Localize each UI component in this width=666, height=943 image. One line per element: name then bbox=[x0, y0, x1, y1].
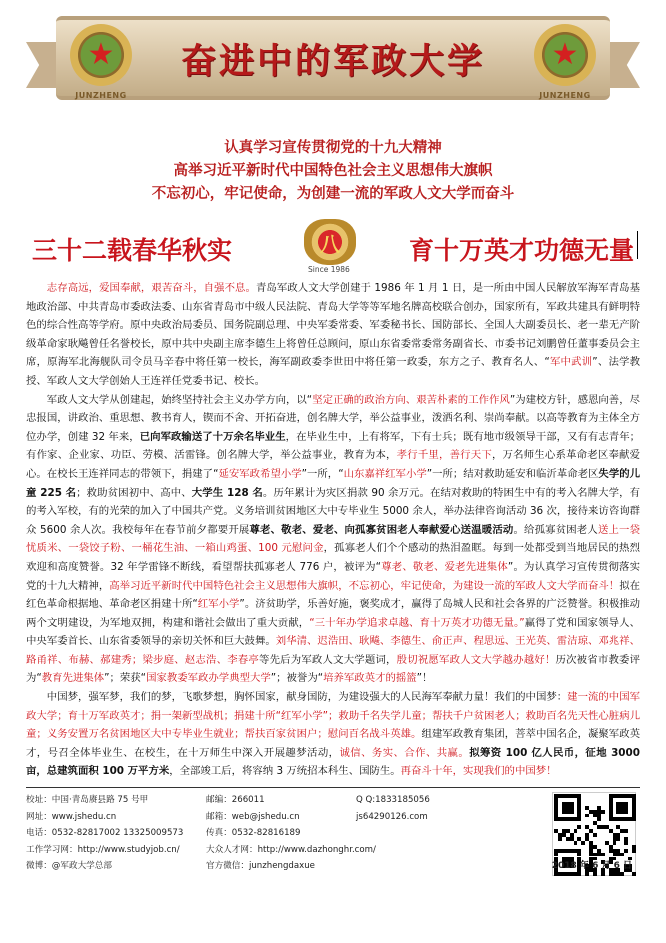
text-run: 拟在红色革命根据地、革命老区捐建十所“ bbox=[26, 579, 641, 611]
star-icon: ★ bbox=[551, 37, 579, 72]
qr-module bbox=[574, 841, 578, 845]
footer-field: 传真：0532-82816189 bbox=[206, 828, 301, 839]
headline-right: 育十万英才功德无量 bbox=[408, 236, 634, 265]
qr-module bbox=[581, 841, 585, 845]
text-run: 。历年累计为灾区捐款 90 余万元。在结对救助的特困生中有的考入名牌大学，有的考入军校，有的光荣的加入了中国共产党。义务培训贫困地区大中专毕业生 5000 余人，举办法律咨询活动 36 次，接待来访咨询群众 5600 余人次。我校每年在春节前夕都要开展 bbox=[26, 486, 640, 536]
emblem-tag-right: JUNZHENG bbox=[539, 91, 591, 100]
text-run: ”为建校方针，感恩向善，尽忠报国，讲政治、重思想、教书育人，锲而不舍、开拓奋进，创名牌大学，举公益事业，泼洒名利、崇尚奉献。以高等教育为主体全方位办学，创建 32 年来， bbox=[26, 393, 640, 443]
footer-field: 官方微信：junzhengdaxue bbox=[206, 861, 315, 872]
emblem-right-icon bbox=[534, 24, 596, 100]
text-run: 失学的儿童 225 名 bbox=[26, 467, 640, 499]
qr-module bbox=[624, 810, 628, 814]
emblem-left-icon bbox=[70, 24, 132, 100]
qr-module bbox=[574, 829, 578, 833]
text-run: 拟筹资 100 亿人民币，征地 3000 亩，总建筑面积 100 万平方米 bbox=[26, 746, 640, 778]
footer-field: js64290126.com bbox=[356, 811, 428, 822]
text-run: ，全部竣工后，将容纳 3 万统招本科生、国防生。 bbox=[169, 765, 401, 778]
text-run: 培养军政英才的摇篮 bbox=[323, 672, 417, 685]
footer-row bbox=[26, 842, 640, 859]
text-run: ”。济贫助学，乐善好施，褒奖成才，赢得了岛城人民和社会各界的广泛赞誉。积极推动两个文明建设，为军地双拥，构建和谐社会做出了重大贡献， bbox=[26, 598, 641, 629]
qr-module bbox=[570, 810, 574, 814]
qr-module bbox=[632, 817, 636, 821]
text-run: ”一所，“ bbox=[301, 467, 344, 480]
text-run: ”一所；结对救助延安和临沂革命老区 bbox=[426, 467, 599, 480]
text-cursor bbox=[637, 231, 639, 259]
footer-field: Q Q:1833185056 bbox=[356, 795, 430, 806]
footer-field: 电话：0532-82817002 13325009573 bbox=[26, 828, 184, 839]
article-paragraph bbox=[26, 688, 640, 781]
text-run: “三十年办学追求卓越、育十万英才功德无量。” bbox=[309, 616, 525, 629]
banner-title: 奋进中的军政大学 bbox=[180, 41, 485, 82]
qr-module bbox=[624, 829, 628, 833]
footer-field: 校址：中国·青岛赓县路 75 号甲 bbox=[26, 795, 149, 806]
text-run: ”；被誉为“ bbox=[270, 672, 324, 685]
text-run: 尊老、敬老、爱老先进集体 bbox=[381, 560, 508, 573]
footer-field: 邮编：266011 bbox=[206, 795, 265, 806]
slogan-line: 认真学习宣传贯彻党的十九大精神 bbox=[224, 139, 442, 156]
badge-since: Since 1986 bbox=[308, 265, 350, 274]
text-run: 再奋斗十年，实现我们的中国梦！ bbox=[400, 765, 557, 778]
text-run: ”。为认真学习宣传贯彻落实党的十九大精神， bbox=[26, 560, 641, 592]
footer-row bbox=[26, 858, 640, 875]
slogan-line: 高举习近平新时代中国特色社会主义思想伟大旗帜 bbox=[173, 162, 493, 179]
footer-field: 邮箱：web@jshedu.cn bbox=[206, 811, 300, 822]
footer-row bbox=[26, 792, 640, 809]
qr-module bbox=[632, 849, 636, 853]
footer-date: 2018 年 6 月 6 日 bbox=[551, 861, 632, 872]
text-run: 孝行千里，善行天下 bbox=[396, 449, 492, 462]
qr-module bbox=[616, 837, 620, 841]
army-badge-icon bbox=[288, 217, 376, 275]
text-run: 组建军政教育集团，菩萃中国名企，凝聚军政英才，号召全体毕业生、在校生，在十万师生中深入开展趣梦活动， bbox=[26, 728, 640, 759]
footer-field: 工作学习网：http://www.studyjob.cn/ bbox=[26, 844, 180, 855]
emblem-tag-left: JUNZHENG bbox=[75, 91, 127, 100]
qr-module bbox=[620, 853, 624, 857]
text-run: 等先后为军政人文大学题词， bbox=[258, 653, 397, 666]
text-run: ；救助贫困初中、高中、 bbox=[76, 486, 192, 499]
text-run: 殷切祝愿军政人文大学越办越好！ bbox=[396, 653, 556, 666]
star-icon: ★ bbox=[87, 37, 115, 72]
text-run: 刘华清、迟浩田、耿飚、李德生、俞正声、程思远、王光英、雷洁琼、邓兆祥、路甬祥、布赫、郝建秀；梁步庭、赵志浩、李春亭 bbox=[26, 635, 641, 666]
text-run: ，在毕业生中，上有将军，下有士兵；既有地市级领导干部，又有有志青年；有作家、企业家、功臣、劳模、活雷锋。创名牌大学，举公益事业，教育为本， bbox=[26, 430, 641, 462]
text-run: 。给孤寡贫困老人 bbox=[513, 523, 598, 536]
article-paragraph bbox=[26, 391, 640, 689]
badge-shape bbox=[304, 219, 356, 265]
footer-field: 微博：@军政大学总部 bbox=[26, 861, 112, 872]
text-run: 尊老、敬老、爱老、向孤寡贫困老人奉献爱心送温暖活动 bbox=[249, 523, 514, 536]
text-run: 红军小学 bbox=[197, 598, 240, 611]
text-run: 国家教委军政办学典型大学 bbox=[146, 672, 271, 685]
text-run: 坚定正确的政治方向、艰苦朴素的工作作风 bbox=[312, 393, 510, 406]
qr-module bbox=[601, 810, 605, 814]
qr-module bbox=[632, 872, 636, 876]
qr-module bbox=[585, 814, 589, 818]
text-run: 诚信、务实、合作、共赢。 bbox=[339, 746, 470, 759]
footer-field: 网址：www.jshedu.cn bbox=[26, 811, 117, 822]
badge-glyph: 八 bbox=[320, 231, 340, 256]
contact-footer bbox=[26, 787, 640, 875]
headline bbox=[26, 217, 640, 275]
qr-module bbox=[577, 817, 581, 821]
text-run: 教育先进集体 bbox=[41, 672, 105, 685]
qr-module bbox=[558, 837, 562, 841]
text-run: ”；荣获“ bbox=[104, 672, 147, 685]
header-banner bbox=[26, 12, 640, 110]
qr-module bbox=[624, 841, 628, 845]
footer-rows bbox=[26, 792, 640, 875]
text-run: 送上一袋忧质米、一袋饺子粉、一桶花生油、一箱山鸡蛋、100 元慰问金 bbox=[26, 523, 641, 555]
text-run: 山东嘉祥红军小学 bbox=[343, 467, 427, 480]
article-body bbox=[26, 279, 640, 781]
qr-module bbox=[593, 833, 597, 837]
text-run: 建一流的中国军政大学；育十万军政英才；捐一架新型战机；捐建十所“红军小学”；救助千名失学儿童；帮扶千户贫困老人；救助百名先天性心脏病儿童；义务安置万名贫困地区大中专毕业生就业；帮扶百家贫困户；慰问百名战斗英雄。 bbox=[26, 691, 641, 741]
text-run: ，万名师生心系革命老区奉献爱心。在校长王连祥同志的带领下，捐建了“ bbox=[26, 449, 641, 480]
slogans bbox=[26, 136, 640, 205]
footer-row bbox=[26, 825, 640, 842]
qr-module bbox=[613, 841, 617, 845]
text-run: 军政人文大学从创建起，始终坚持社会主义办学方向，以“ bbox=[46, 393, 313, 406]
text-run: 延安军政希望小学 bbox=[218, 467, 302, 480]
article-paragraph bbox=[26, 279, 640, 391]
text-run: 军中武训 bbox=[549, 356, 593, 369]
qr-module bbox=[624, 849, 628, 853]
text-run: 中国梦，强军梦，我们的梦，飞歌梦想，胸怀国家，献身国防，为建设强大的人民海军奉献力量！我们的中国梦： bbox=[46, 691, 568, 704]
footer-field: 大众人才网：http://www.dazhonghr.com/ bbox=[206, 844, 376, 855]
text-run: 青岛军政人文大学创建于 1986 年 1 月 1 日，是一所由中国人民解放军海军青岛基地政治部、中共青岛市委政法委、山东省青岛市中级人民法院、青岛大学等等军地名牌高校联合创办，国家所有，军政共建具有鲜明特色的综合性高等学府。原中央政治局委员、国务院副总理、中央军委常委、军委秘书长、国防部长、全国人大副委员长、老一辈无产阶级革命家耿飚曾任名誉校长，原中共中央副主席李德生上将曾任总顾问，原山东省委常委常务副省长、市委书记刘鹏曾任董事委员会主席，原海军北海舰队司令员马辛春中将任第一校长，海军副政委李世田中将任第一政委，东方之子、教育名人、“ bbox=[26, 282, 640, 369]
qr-module bbox=[597, 817, 601, 821]
text-run: 已向军政输送了十万余名毕业生 bbox=[139, 430, 286, 443]
text-run: ，孤寡老人们个个感动的热泪盈眶。每到一处都受到当地居民的热烈欢迎和高度赞誉。32 年学雷锋不断线，看望帮扶孤寡老人 776 户，被评为“ bbox=[26, 542, 640, 573]
text-run: 志存高远，爱国奉献，艰苦奋斗，自强不息。 bbox=[46, 282, 256, 294]
footer-row bbox=[26, 809, 640, 826]
text-run: ”、法学教授、军政人文大学创始人王连祥任党委书记、校长。 bbox=[26, 356, 640, 387]
qr-module bbox=[601, 853, 605, 857]
text-run: 赢得了党和国家领导人、中央军委首长、山东省委领导的亲切关怀和巨大鼓舞。 bbox=[26, 616, 640, 648]
qr-module bbox=[577, 825, 581, 829]
text-run: 大学生 128 名 bbox=[191, 486, 263, 499]
headline-left: 三十二载春华秋实 bbox=[32, 236, 233, 265]
text-run: ”！ bbox=[416, 672, 433, 685]
text-run: 历次被省市教委评为“ bbox=[26, 653, 641, 685]
text-run: 高举习近平新时代中国特色社会主义思想伟大旗帜，不忘初心，牢记使命，为建设一流的军政人文大学而奋斗！ bbox=[109, 579, 620, 592]
slogan-line: 不忘初心，牢记使命，为创建一流的军政人文大学而奋斗 bbox=[151, 185, 515, 202]
